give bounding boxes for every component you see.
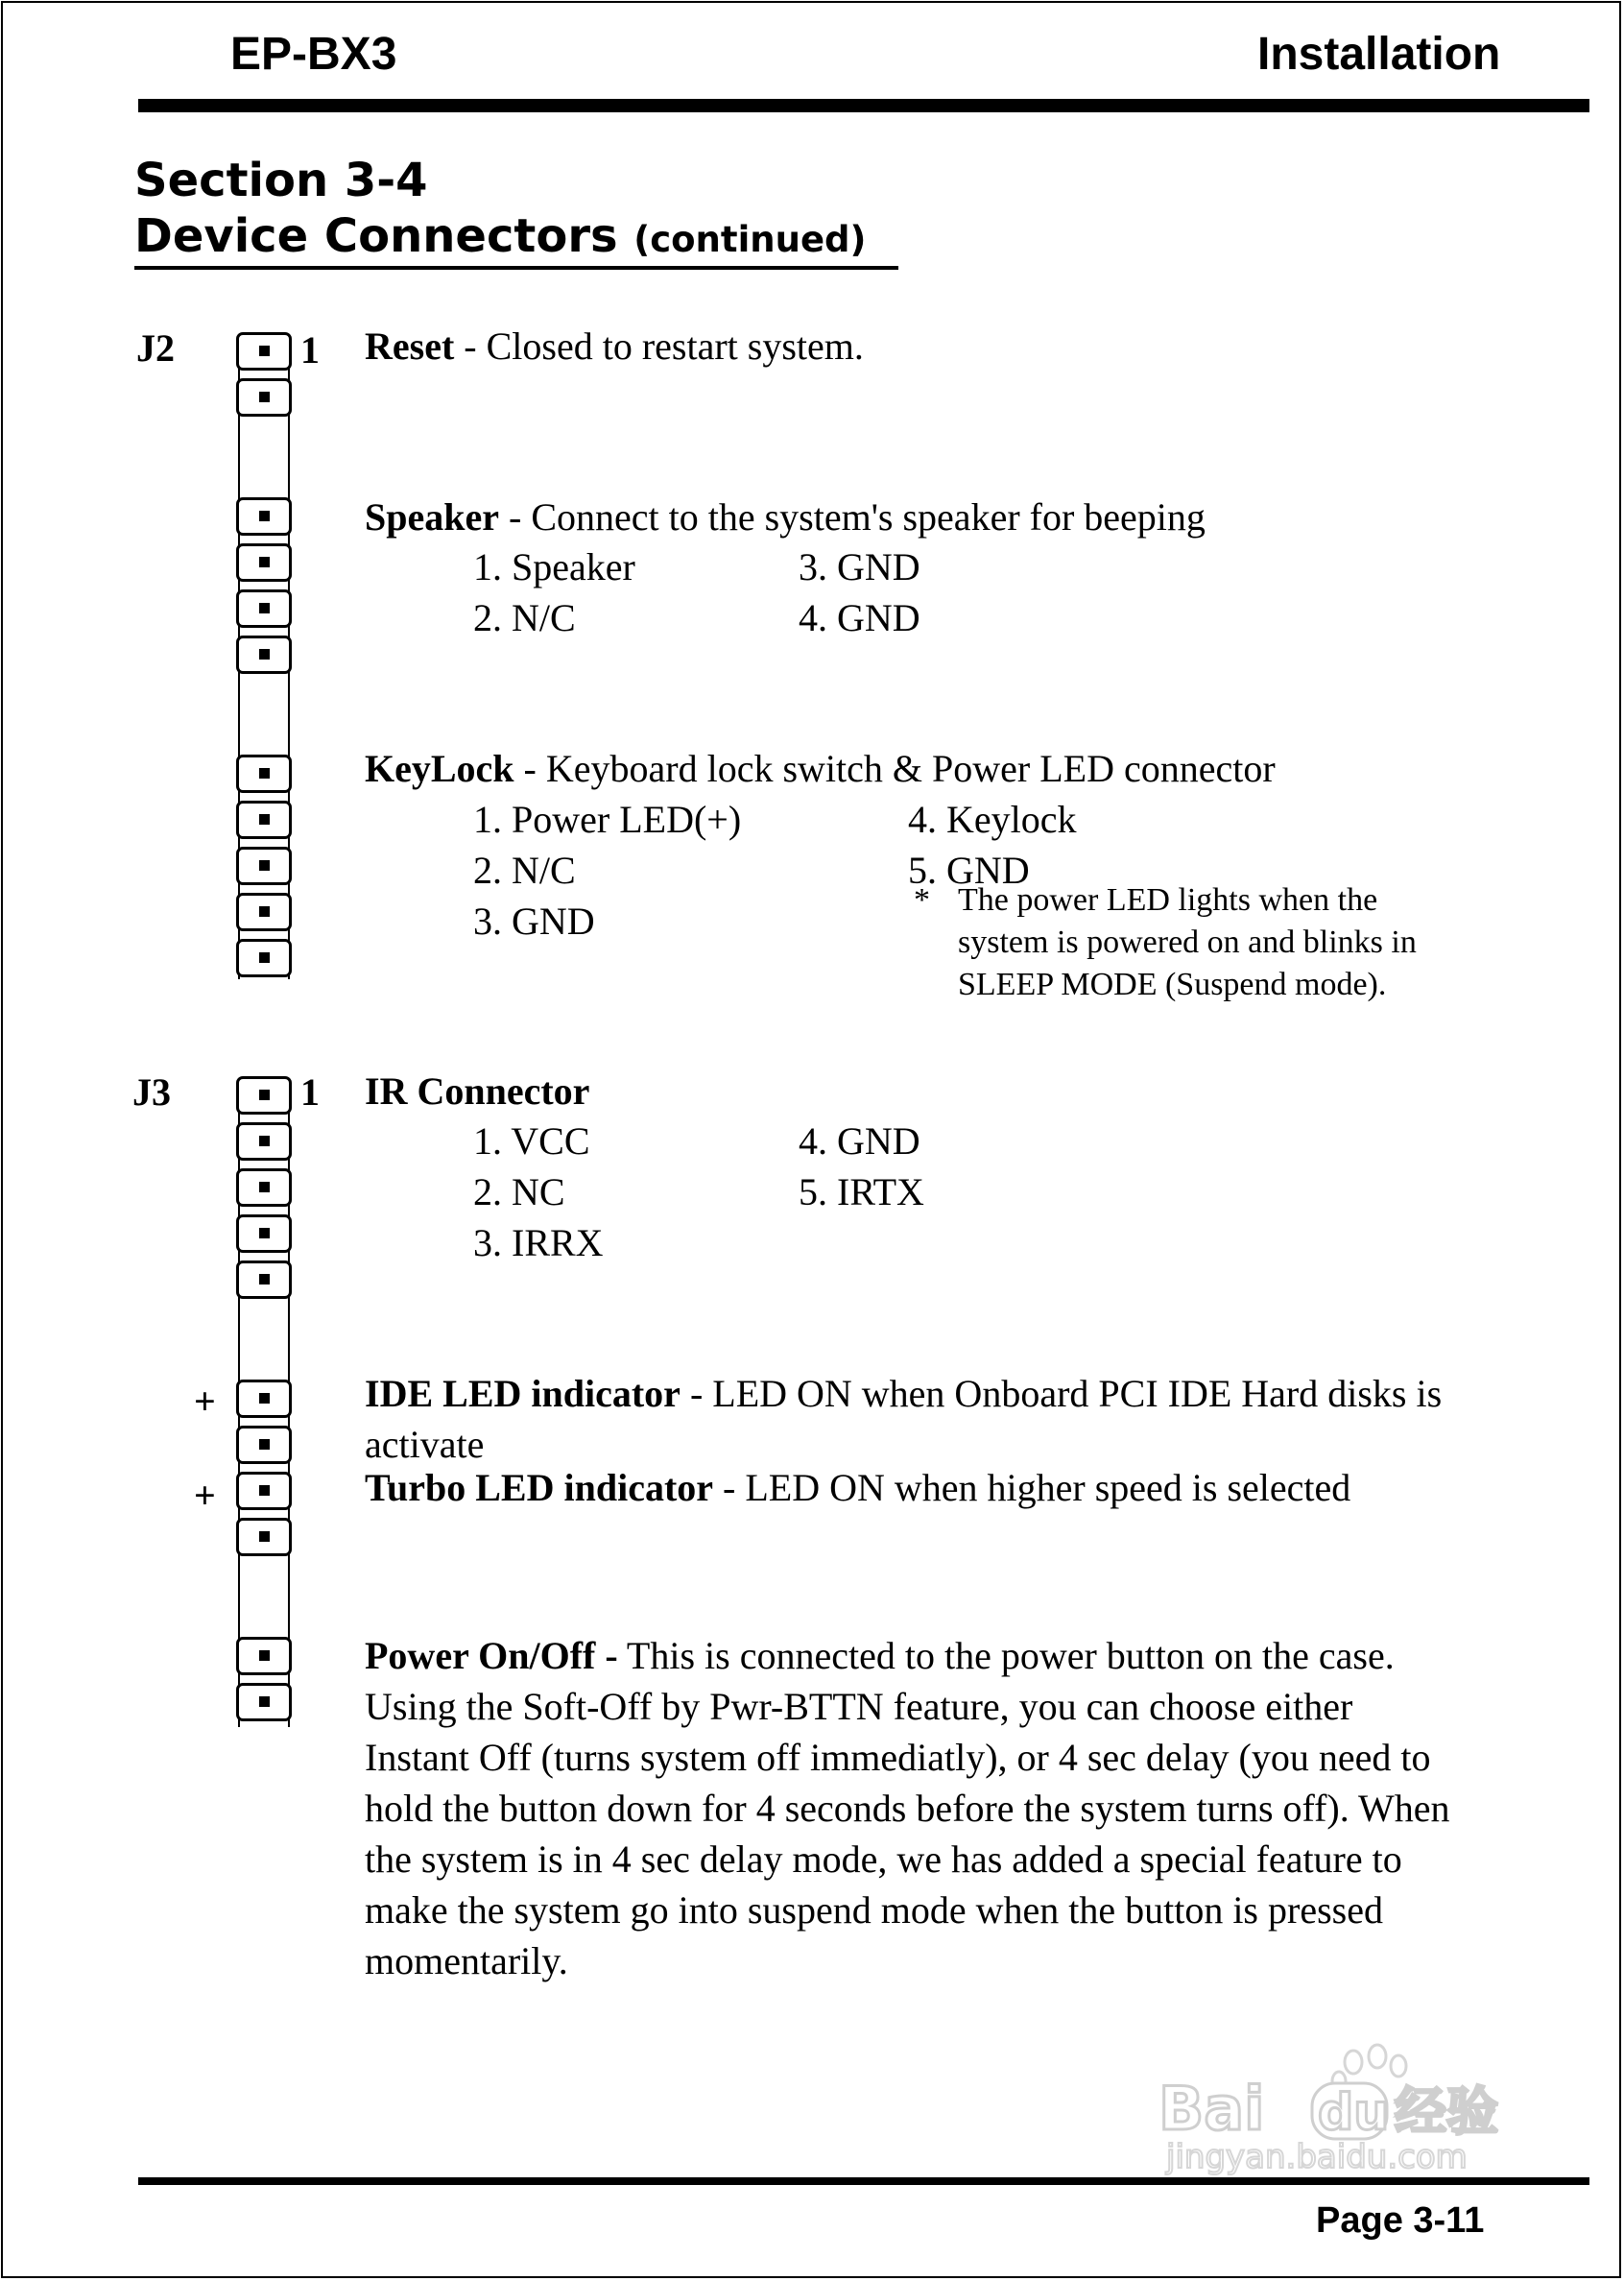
svg-text:Bai: Bai (1158, 2074, 1265, 2144)
j3-pin (236, 1214, 292, 1253)
power-line (365, 1630, 1450, 1681)
baidu-jingyan-watermark (1147, 2035, 1531, 2179)
reset-title: Reset (365, 324, 455, 368)
j3-pin (236, 1518, 292, 1556)
ide-led-desc-cont: activate (365, 1423, 485, 1466)
turbo-led-line (365, 1466, 1351, 1509)
j3-pin (236, 1122, 292, 1161)
power-line: momentarily. (365, 1939, 568, 1982)
keylock-pin: 5. GND (908, 849, 1030, 892)
section-continued: (continued) (633, 219, 867, 260)
j3-pin (236, 1261, 292, 1299)
ir-pin: 3. IRRX (473, 1221, 604, 1264)
j3-pin (236, 1076, 292, 1115)
power-title: Power On/Off - (365, 1634, 618, 1677)
header-chapter: Installation (1257, 29, 1501, 80)
j2-pin1-marker: 1 (300, 328, 320, 372)
turbo-led-title: Turbo LED indicator (365, 1466, 714, 1509)
j2-pin (236, 636, 292, 674)
j3-pin (236, 1683, 292, 1721)
j2-pin (236, 847, 292, 885)
j3-pin (236, 1472, 292, 1510)
reset-desc: - Closed to restart system. (454, 324, 864, 368)
keylock-note-star: * (914, 882, 930, 918)
keylock-note-line: SLEEP MODE (Suspend mode). (958, 967, 1387, 1002)
j2-pin (236, 332, 292, 371)
speaker-pin: 2. N/C (473, 596, 576, 639)
j3-pin (236, 1637, 292, 1675)
power-paragraph (365, 1630, 1450, 1986)
ide-led-desc: - LED ON when Onboard PCI IDE Hard disks is (680, 1372, 1443, 1415)
j3-pin (236, 1168, 292, 1207)
section-underline (134, 266, 898, 270)
section-title-line (134, 209, 867, 263)
j2-pin (236, 589, 292, 628)
reset-line (365, 324, 864, 368)
power-line: hold the button down for 4 seconds before the system turns off). When (365, 1787, 1450, 1830)
page-number: Page 3-11 (1316, 2200, 1485, 2241)
section-title: Device Connectors (134, 209, 618, 263)
keylock-pin: 3. GND (473, 900, 595, 943)
speaker-line (365, 495, 1206, 539)
svg-text:jingyan.baidu.com: jingyan.baidu.com (1166, 2138, 1468, 2176)
turbo-led-plus: + (194, 1474, 216, 1517)
header-model: EP-BX3 (230, 29, 397, 80)
j3-pin (236, 1380, 292, 1418)
speaker-pin: 3. GND (799, 545, 920, 588)
power-line: the system is in 4 sec delay mode, we has added a special feature to (365, 1837, 1402, 1881)
keylock-pin: 4. Keylock (908, 798, 1077, 841)
ide-led-plus: + (194, 1380, 216, 1423)
j2-pin (236, 378, 292, 417)
j3-label: J3 (132, 1070, 171, 1114)
j2-pin (236, 543, 292, 582)
speaker-title: Speaker (365, 495, 499, 539)
power-line: make the system go into suspend mode when the button is pressed (365, 1888, 1383, 1932)
svg-text:du: du (1318, 2084, 1390, 2142)
keylock-pin: 2. N/C (473, 849, 576, 892)
j3-pin1-marker: 1 (300, 1070, 320, 1114)
ide-led-title: IDE LED indicator (365, 1372, 681, 1415)
speaker-pin: 4. GND (799, 596, 920, 639)
header-rule (138, 99, 1589, 112)
power-text: This is connected to the power button on the case. (617, 1634, 1395, 1677)
keylock-desc: - Keyboard lock switch & Power LED connector (513, 747, 1276, 790)
speaker-desc: - Connect to the system's speaker for beeping (499, 495, 1206, 539)
j2-pin (236, 755, 292, 793)
turbo-led-desc: - LED ON when higher speed is selected (713, 1466, 1351, 1509)
keylock-line (365, 747, 1276, 790)
power-line: Using the Soft-Off by Pwr-BTTN feature, you can choose either (365, 1685, 1353, 1728)
j2-pin (236, 801, 292, 839)
ir-title: IR Connector (365, 1069, 590, 1113)
j2-pin (236, 893, 292, 931)
j3-pin (236, 1426, 292, 1464)
ir-pin: 2. NC (473, 1170, 565, 1213)
svg-text:经验: 经验 (1395, 2081, 1498, 2142)
keylock-note (958, 879, 1417, 1006)
ir-pin: 4. GND (799, 1119, 920, 1163)
keylock-pin: 1. Power LED(+) (473, 798, 742, 841)
ir-pin: 5. IRTX (799, 1170, 924, 1213)
j2-pin (236, 939, 292, 977)
j2-label: J2 (136, 326, 175, 370)
keylock-note-line: The power LED lights when the (958, 882, 1378, 918)
speaker-pin: 1. Speaker (473, 545, 635, 588)
ide-led-line (365, 1372, 1443, 1415)
footer-rule (138, 2177, 1589, 2185)
ir-pin: 1. VCC (473, 1119, 590, 1163)
j2-pin (236, 497, 292, 536)
keylock-title: KeyLock (365, 747, 514, 790)
keylock-note-line: system is powered on and blinks in (958, 924, 1417, 960)
power-line: Instant Off (turns system off immediatly), or 4 sec delay (you need to (365, 1736, 1431, 1779)
section-number: Section 3-4 (134, 154, 428, 207)
